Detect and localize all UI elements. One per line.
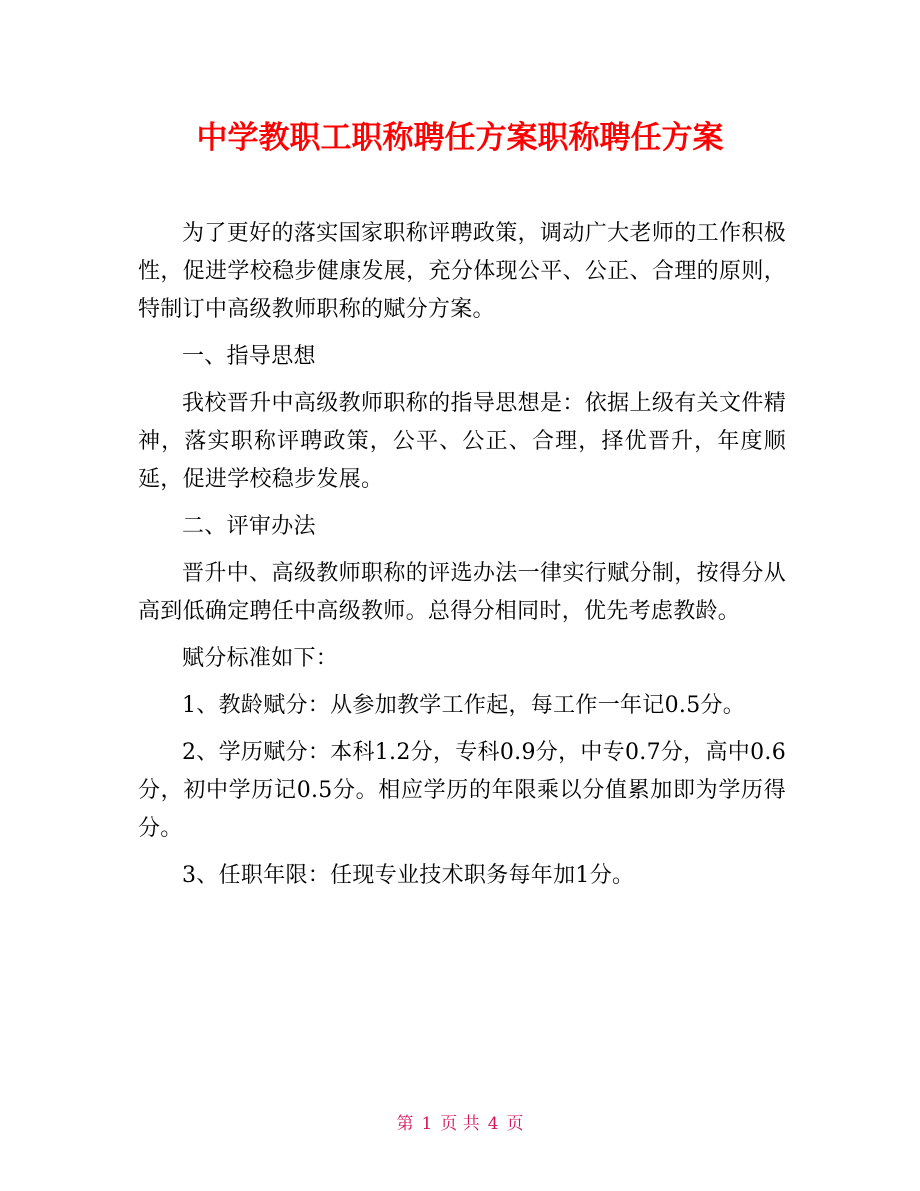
paragraph-scoring-criteria: 赋分标准如下：	[182, 646, 339, 671]
list-item-tenure: 3、任职年限：任现专业技术职务每年加1分。	[182, 863, 635, 888]
paragraph-review-method: 晋升中、高级教师职称的评选办法一律实行赋分制，按得分从高到低确定聘任中高级教师。总得分相同时，优先考虑教龄。	[138, 561, 786, 624]
paragraph-intro: 为了更好的落实国家职称评聘政策，调动广大老师的工作积极性，促进学校稳步健康发展，充分体现公平、公正、合理的原则，特制订中高级教师职称的赋分方案。	[138, 221, 786, 322]
paragraph-guiding-ideology: 我校晋升中高级教师职称的指导思想是：依据上级有关文件精神，落实职称评聘政策，公平、公正、合理，择优晋升，年度顺延，促进学校稳步发展。	[138, 391, 786, 492]
page-footer	[0, 1112, 920, 1136]
section-heading-guiding-ideology: 一、指导思想	[182, 344, 316, 369]
footer-prefix: 第	[396, 1114, 414, 1134]
footer-total-pages: 4	[487, 1114, 499, 1134]
document-body	[138, 215, 786, 904]
footer-current-page: 1	[421, 1114, 433, 1134]
list-item-education: 2、学历赋分：本科1.2分，专科0.9分，中专0.7分，高中0.6分，初中学历记0.5分。相应学历的年限乘以分值累加即为学历得分。	[138, 740, 786, 841]
document-title: 中学教职工职称聘任方案职称聘任方案	[196, 120, 724, 156]
section-heading-review-method: 二、评审办法	[182, 514, 316, 539]
footer-mid: 页 共	[440, 1114, 480, 1134]
footer-suffix: 页	[506, 1114, 524, 1134]
list-item-teaching-years: 1、教龄赋分：从参加教学工作起，每工作一年记0.5分。	[182, 693, 746, 718]
